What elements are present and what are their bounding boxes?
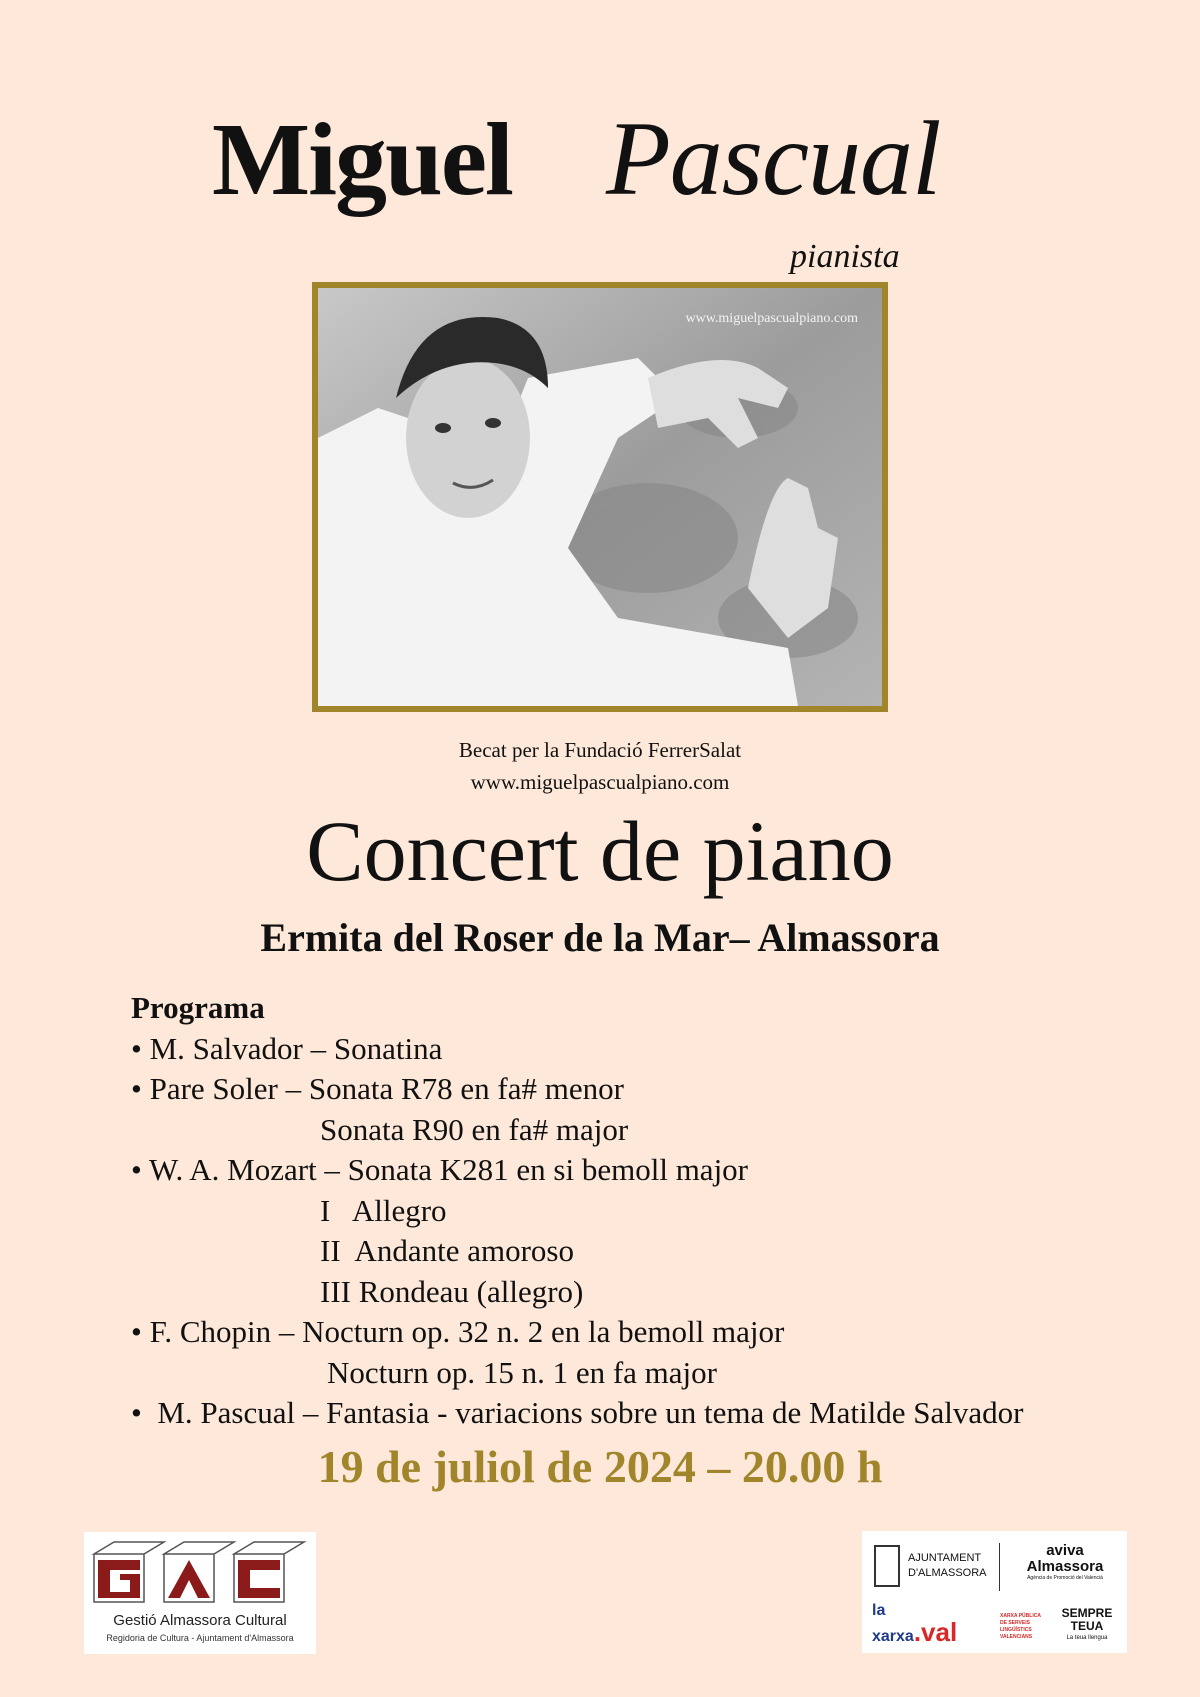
program-item: II Andante amoroso — [320, 1233, 574, 1268]
artist-first-name: Miguel — [212, 102, 512, 217]
concert-date: 19 de juliol de 2024 – 20.00 h — [317, 1441, 883, 1492]
concert-venue: Ermita del Roser de la Mar– Almassora — [260, 915, 940, 960]
program-list — [131, 988, 1023, 1434]
program-item: • M. Salvador – Sonatina — [131, 1030, 443, 1066]
xarxa-description: XARXA PÚBLICA DE SERVEIS LINGÜÍSTICS VALENCIANS — [1000, 1613, 1041, 1640]
partner-logos — [862, 1531, 1127, 1653]
photo-watermark: www.miguelpascualpiano.com — [685, 311, 858, 326]
website-link[interactable]: www.miguelpascualpiano.com — [470, 770, 730, 794]
gac-emblem — [84, 1532, 316, 1612]
photo-illustration — [318, 288, 882, 706]
program-item: • W. A. Mozart – Sonata K281 en si bemoll major — [131, 1152, 749, 1187]
program-item: • Pare Soler – Sonata R78 en fa# menor — [131, 1071, 624, 1106]
program-item: Sonata R90 en fa# major — [320, 1111, 629, 1147]
sempre-line1: SEMPRE — [1061, 1606, 1113, 1620]
program-heading: Programa — [131, 990, 265, 1025]
program-item: I Allegro — [320, 1192, 447, 1228]
artist-role: pianista — [790, 238, 900, 275]
artist-last-name: Pascual — [606, 100, 941, 217]
artist-photo — [312, 282, 888, 712]
program-item: • M. Pascual – Fantasia - variacions sobre un tema de Matilde Salvador — [131, 1395, 1024, 1430]
ajuntament-shield-icon — [874, 1545, 900, 1587]
ajuntament-line1: AJUNTAMENT — [908, 1552, 982, 1564]
aviva-line1: aviva — [1046, 1542, 1084, 1559]
logo-divider — [999, 1543, 1000, 1591]
xarxa-la: la — [872, 1602, 886, 1619]
gac-logo — [84, 1532, 316, 1654]
program-item: III Rondeau (allegro) — [320, 1273, 584, 1309]
grant-text: Becat per la Fundació FerrerSalat — [458, 738, 742, 762]
concert-title: Concert de piano — [306, 803, 894, 899]
xarxa-val: .val — [913, 1617, 958, 1647]
aviva-line2: Almassora — [1026, 1558, 1104, 1575]
ajuntament-line2: D'ALMASSORA — [908, 1567, 987, 1579]
gac-subtitle: Regidoria de Cultura - Ajuntament d'Almassora — [106, 1633, 294, 1643]
program-item: Nocturn op. 15 n. 1 en fa major — [327, 1354, 717, 1390]
aviva-tagline: Agència de Promoció del Valencià — [1027, 1575, 1103, 1581]
sempre-line2: TEUA — [1070, 1619, 1104, 1633]
program-item: • F. Chopin – Nocturn op. 32 n. 2 en la bemoll major — [131, 1314, 785, 1349]
sempre-tagline: La teua llengua — [1066, 1635, 1108, 1641]
xarxa-word: xarxa — [872, 1628, 914, 1645]
gac-name: Gestió Almassora Cultural — [113, 1612, 287, 1629]
